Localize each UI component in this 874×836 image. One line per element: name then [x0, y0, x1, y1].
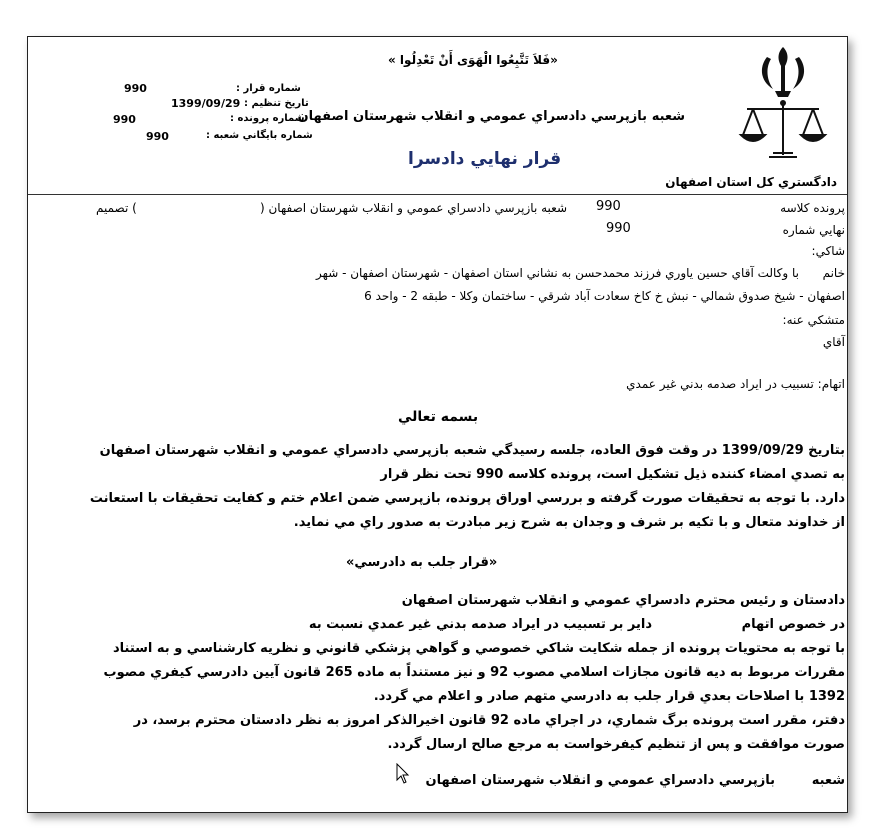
case-class-end: ) تصميم [96, 201, 137, 215]
plaintiff-label: شاكي: [811, 244, 845, 258]
section-title: «قرار جلب به دادرسي» [346, 555, 498, 570]
judiciary-emblem-icon [733, 43, 833, 173]
decision-no-value: 990 [124, 82, 147, 95]
date-label: تاريخ تنظيم : [244, 98, 309, 109]
court-name: دادگستري كل استان اصفهان [665, 175, 837, 189]
body-p2-line2: با توجه به محتويات پرونده از جمله شكايت شاكي خصوصي و گواهي پزشكي قانوني و نظريه كارشناسي و به استناد [112, 641, 845, 656]
case-class-rest: شعبه بازپرسي دادسراي عمومي و انقلاب شهرستان اصفهان ( [260, 201, 567, 215]
body-p2-line1-a: در خصوص اتهام [741, 617, 845, 632]
addressee-line: دادستان و رئيس محترم دادسراي عمومي و انقلاب شهرستان اصفهان [401, 593, 845, 608]
body-p2-line4: 1392 با اصلاحات بعدي قرار جلب به دادرسي متهم صادر و اعلام مي گردد. [373, 689, 845, 704]
body-p1-line4: از خداوند متعال و با تكيه بر شرف و وجدان به شرح زير مبادرت به صدور راي مي نمايد. [293, 515, 845, 530]
plaintiff-address-2: اصفهان - شيخ صدوق شمالي - نبش خ كاخ سعادت آباد شرقي - ساختمان وكلا - طبقه 2 - واحد 6 [364, 289, 845, 303]
archive-no-value: 990 [146, 130, 169, 143]
body-p1-line3: دارد. با توجه به تحقيقات صورت گرفته و بررسي اوراق پرونده، بازپرسي ضمن اعلام ختم و كفايت تحقيقات با استعانت [89, 491, 845, 506]
body-p2-line1-b: داير بر تسبيب در ايراد صدمه بدني غير عمدي نسبت به [308, 617, 652, 632]
body-p1-line2: به تصدي امضاء كننده ذيل تشكيل است، پرونده كلاسه 990 تحت نظر قرار [380, 467, 845, 482]
office-name [298, 109, 647, 124]
decision-no-label: شماره قرار : [236, 83, 301, 94]
body-p3-line1: دفتر، مقرر است پرونده برگ شماري، در اجراي ماده 92 قانون اخيرالذكر امروز به نظر دادستان محترم برسد، در [133, 713, 845, 728]
case-class-value: 990 [596, 199, 621, 214]
final-no-value: 990 [606, 221, 631, 236]
plaintiff-address-1: با وكالت آقاي حسين ياوري فرزند محمدحسن به نشاني استان اصفهان - شهرستان اصفهان - شهر [316, 266, 799, 280]
signature-office: بازپرسي دادسراي عمومي و انقلاب شهرستان اصفهان [425, 773, 775, 788]
defendant-label: متشكي عنه: [782, 313, 845, 327]
document-page [27, 36, 848, 813]
branch-label: شعبه [651, 109, 685, 124]
archive-no-label: شماره بايگاني شعبه : [206, 130, 313, 141]
plaintiff-title: خانم [822, 266, 845, 280]
final-no-label: نهايي شماره [782, 223, 845, 237]
body-p2-line3: مقررات مربوط به ديه قانون مجازات اسلامي مصوب 92 و نيز مستنداً به ماده 265 قانون آيين دادرسي كيفري مصوب [103, 665, 845, 680]
mouse-cursor-icon [396, 763, 410, 785]
quran-verse: «فَلاَ تَتَّبِعُوا الْهَوَى أَنْ تَعْدِلُوا » [388, 53, 558, 67]
file-no-label: شماره پرونده : [230, 113, 305, 124]
signature-branch: شعبه [811, 773, 845, 788]
document-header [28, 37, 847, 195]
defendant-value: آقاي [822, 335, 845, 349]
office-title: بازپرسي دادسراي عمومي و انقلاب شهرستان اصفهان [297, 109, 647, 124]
bismillah-heading: بسمه تعالي [398, 409, 479, 425]
page-title: قرار نهايي دادسرا [408, 149, 562, 169]
file-no-value: 990 [113, 113, 136, 126]
body-p3-line2: صورت موافقت و پس از تنظيم كيفرخواست به مرجع صالح ارسال گردد. [387, 737, 845, 752]
body-p1-line1: بتاريخ 1399/09/29 در وقت فوق العاده، جلسه رسيدگي شعبه بازپرسي دادسراي عمومي و انقلاب شهرستان اصفهان [99, 443, 845, 458]
case-class-label: پرونده كلاسه [780, 201, 845, 215]
date-value: 1399/09/29 [171, 97, 241, 110]
charge-line: اتهام: تسبيب در ايراد صدمه بدني غير عمدي [626, 377, 845, 391]
